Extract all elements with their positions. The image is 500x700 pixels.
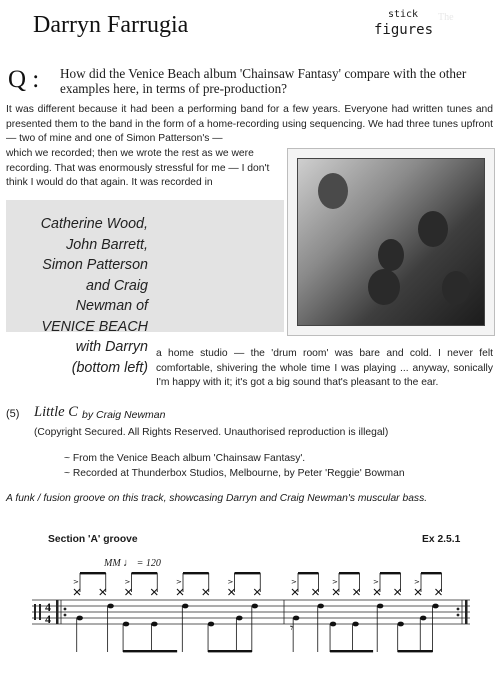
note-beam	[380, 572, 401, 574]
piece-notes	[64, 452, 405, 481]
repeat-dot	[64, 614, 67, 617]
band-photo	[297, 158, 485, 326]
logo-line-1: stick	[387, 9, 419, 20]
repeat-dot	[457, 608, 460, 611]
accent-mark: >	[176, 578, 182, 586]
quarter-note-icon: ♩	[123, 557, 135, 569]
accent-mark: >	[227, 578, 234, 586]
caption-line: (bottom left)	[71, 359, 148, 376]
piece-number: (5)	[6, 408, 20, 420]
piece-composer: by Craig Newman	[82, 409, 166, 421]
question-label: Q :	[8, 66, 40, 93]
repeat-end-barline	[465, 600, 468, 624]
drum-note	[123, 622, 129, 627]
section-label: Section 'A' groove	[48, 534, 138, 545]
photo-figure	[368, 269, 400, 305]
drum-note	[432, 604, 438, 609]
tempo-prefix: MM	[104, 558, 121, 569]
drum-notation-staff	[20, 560, 480, 670]
note-beam	[123, 650, 177, 652]
percussion-clef-icon	[39, 604, 41, 620]
accent-mark: >	[73, 578, 79, 586]
photo-figure	[378, 239, 404, 271]
piece-tagline: A funk / fusion groove on this track, showcasing Darryn and Craig Newman's muscular bass.	[6, 493, 428, 504]
photo-figure	[318, 173, 348, 209]
caption-line: and Craig	[86, 277, 148, 294]
note-beam	[183, 572, 209, 574]
note-beam	[330, 650, 373, 652]
drum-note	[107, 604, 113, 609]
photo-figure	[418, 211, 448, 247]
drum-note	[293, 616, 299, 621]
time-signature-bottom: 4	[45, 612, 51, 626]
stick-figures-logo	[374, 10, 432, 37]
page-title: Darryn Farrugia	[33, 12, 189, 38]
accent-mark: >	[124, 578, 131, 586]
caption-line: Catherine Wood,	[40, 216, 148, 232]
note-beam	[80, 572, 106, 574]
band-photo-frame	[287, 148, 495, 336]
logo-line-2: figures	[374, 22, 434, 38]
note-beam	[132, 572, 158, 574]
note-beam	[339, 572, 360, 574]
staff-lines	[32, 600, 470, 624]
drum-note	[377, 604, 383, 609]
answer-paragraph-2: a home studio — the 'drum room' was bare and cold. I never felt comfortable, shivering the whole time I was playing ... anyway, sonically I'm happy with it; it's got a big sound that's pleasant to the ear.	[156, 348, 493, 389]
photo-caption	[0, 214, 148, 378]
drum-note	[398, 622, 404, 627]
repeat-start-barline	[56, 600, 59, 624]
drum-note	[318, 604, 324, 609]
drum-note	[252, 604, 258, 609]
accent-mark: >	[373, 578, 379, 586]
question-text: How did the Venice Beach album 'Chainsaw Fantasy' compare with the other examples here, in terms of pre-production?	[60, 66, 467, 96]
drum-note	[236, 616, 242, 621]
drum-note	[151, 622, 157, 627]
answer-paragraph-1: It was different because it had been a performing band for a few years. Everyone had written tunes and presented them to the band in the form of a home-recording using sequencing. We had three tunes upfront — two of mine and one of Simon Patterson's —	[6, 104, 493, 145]
drum-note	[352, 622, 358, 627]
accent-mark: >	[291, 578, 297, 586]
note-beam	[208, 650, 252, 652]
note-beam	[298, 572, 319, 574]
answer-paragraph-1-continued: which we recorded; then we wrote the rest as we were recording. That was enormously stressful for me — I don't think I would do that again. It was recorded in	[6, 148, 270, 189]
note-line-recording: ~ Recorded at Thunderbox Studios, Melbourne, by Peter 'Reggie' Bowman	[64, 467, 405, 479]
piece-title: Little C	[34, 404, 78, 420]
photo-figure	[442, 271, 470, 305]
drum-note	[330, 622, 336, 627]
time-signature-top: 4	[45, 600, 51, 614]
note-beam	[398, 650, 433, 652]
accent-mark: >	[414, 578, 420, 586]
note-beam	[421, 572, 442, 574]
caption-line: Simon Patterson	[42, 257, 148, 273]
caption-line: VENICE BEACH	[41, 318, 148, 335]
caption-line: with Darryn	[75, 339, 148, 355]
drum-note	[77, 616, 83, 621]
bleed-through-text: The	[438, 12, 454, 23]
drum-note	[208, 622, 214, 627]
copyright-notice: (Copyright Secured. All Rights Reserved. Unauthorised reproduction is illegal)	[34, 427, 389, 438]
caption-line: Newman of	[75, 298, 148, 314]
percussion-clef-icon	[34, 604, 36, 620]
tempo-value: = 120	[136, 558, 161, 569]
drum-note	[420, 616, 426, 621]
example-number: Ex 2.5.1	[422, 534, 461, 545]
repeat-dot	[64, 608, 67, 611]
repeat-dot	[457, 614, 460, 617]
note-beam	[235, 572, 261, 574]
rest-icon: 𝄾	[290, 621, 294, 635]
accent-mark: >	[332, 578, 338, 586]
drum-note	[182, 604, 188, 609]
note-line-album: ~ From the Venice Beach album 'Chainsaw Fantasy'.	[64, 453, 306, 464]
caption-line: John Barrett,	[66, 236, 148, 253]
